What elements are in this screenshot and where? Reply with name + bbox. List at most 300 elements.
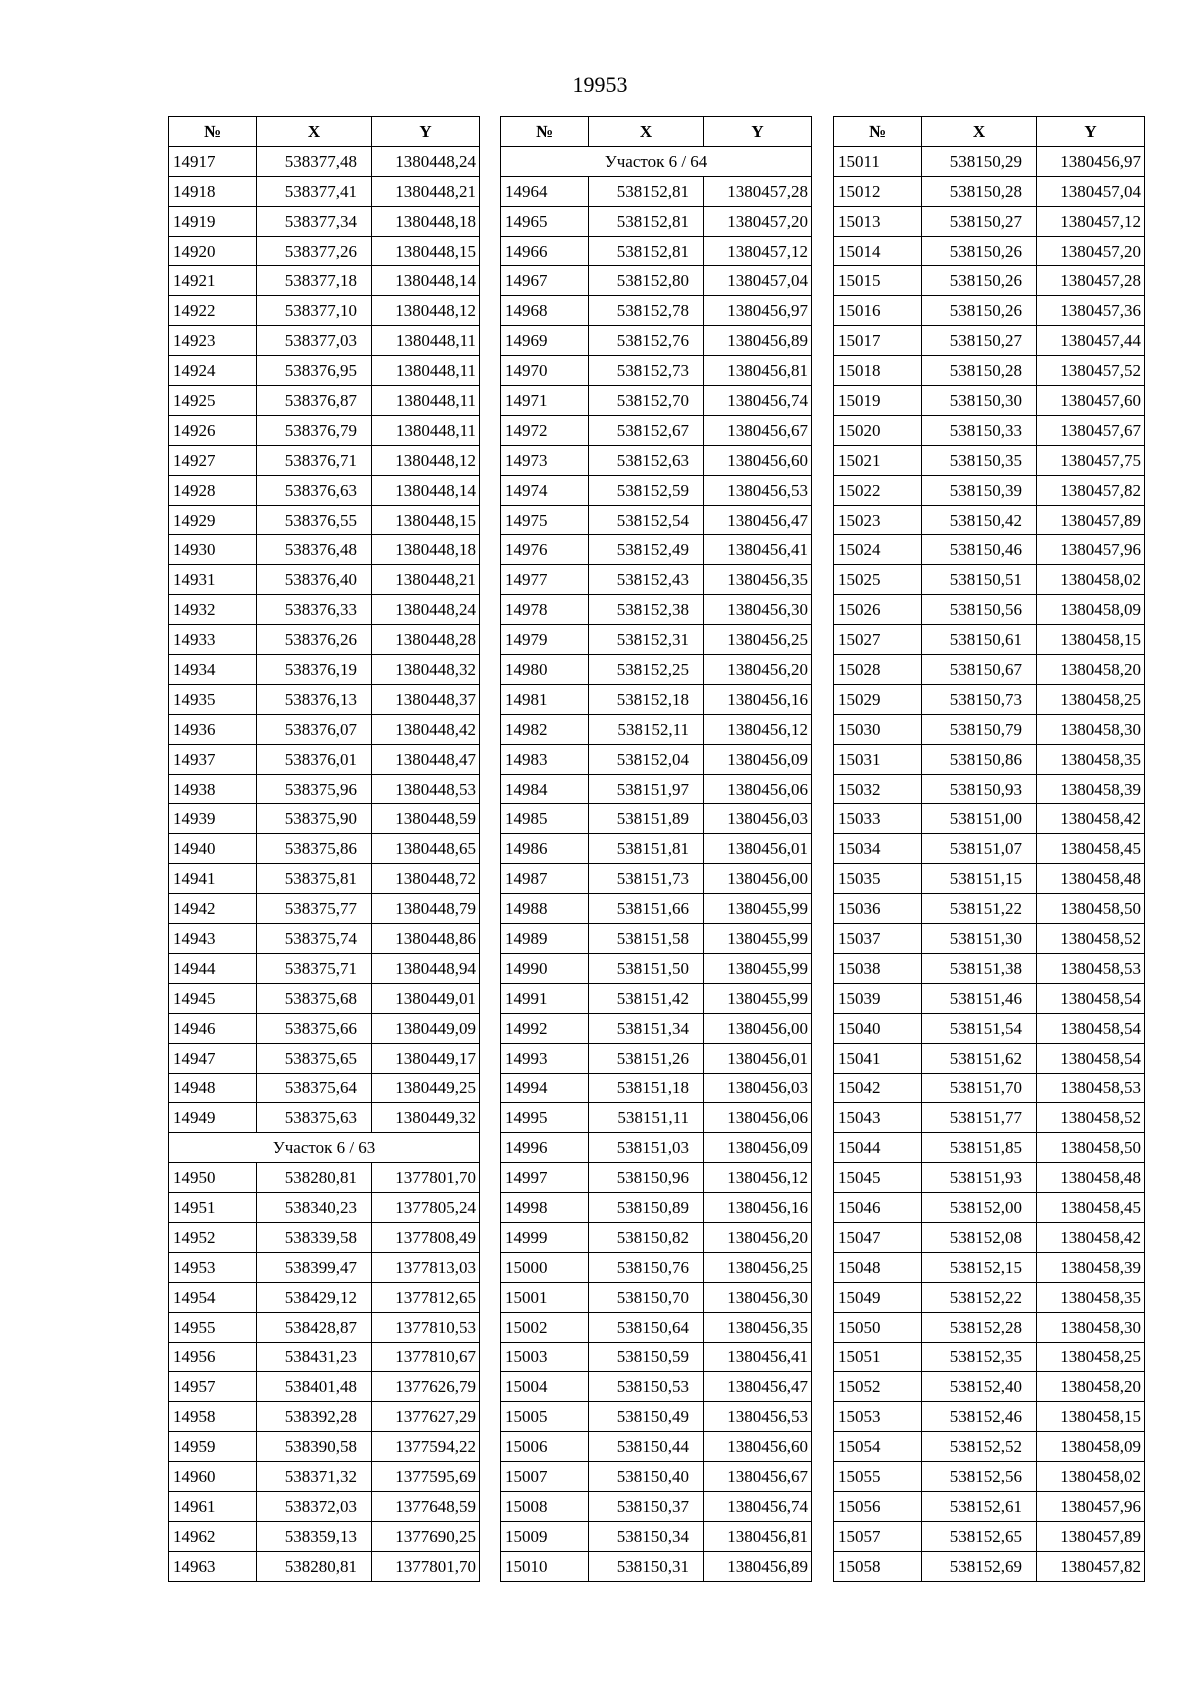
point-number: 15042 <box>834 1073 922 1103</box>
y-coordinate: 1380456,97 <box>704 296 812 326</box>
table-row <box>834 684 1145 714</box>
point-number: 14938 <box>169 774 257 804</box>
y-coordinate: 1380456,20 <box>704 1222 812 1252</box>
point-number: 15015 <box>834 266 922 296</box>
x-coordinate: 538150,96 <box>589 1163 704 1193</box>
x-coordinate: 538376,55 <box>257 505 372 535</box>
y-coordinate: 1380457,82 <box>1037 1551 1145 1581</box>
point-number: 15038 <box>834 953 922 983</box>
y-coordinate: 1380455,99 <box>704 953 812 983</box>
y-coordinate: 1380458,50 <box>1037 894 1145 924</box>
x-coordinate: 538150,79 <box>922 714 1037 744</box>
y-coordinate: 1380455,99 <box>704 924 812 954</box>
table-row <box>169 864 480 894</box>
y-coordinate: 1380455,99 <box>704 894 812 924</box>
table-row <box>501 1491 812 1521</box>
x-coordinate: 538375,64 <box>257 1073 372 1103</box>
table-row <box>501 176 812 206</box>
x-coordinate: 538151,34 <box>589 1013 704 1043</box>
x-coordinate: 538377,18 <box>257 266 372 296</box>
point-number: 14933 <box>169 625 257 655</box>
x-coordinate: 538150,40 <box>589 1462 704 1492</box>
point-number: 14969 <box>501 326 589 356</box>
point-number: 15022 <box>834 475 922 505</box>
x-coordinate: 538152,54 <box>589 505 704 535</box>
point-number: 15014 <box>834 236 922 266</box>
x-coordinate: 538150,64 <box>589 1312 704 1342</box>
x-coordinate: 538152,31 <box>589 625 704 655</box>
y-coordinate: 1380456,74 <box>704 1491 812 1521</box>
y-coordinate: 1380456,30 <box>704 595 812 625</box>
y-coordinate: 1380458,42 <box>1037 1222 1145 1252</box>
table-row <box>501 953 812 983</box>
x-coordinate: 538151,93 <box>922 1163 1037 1193</box>
x-coordinate: 538152,11 <box>589 714 704 744</box>
x-coordinate: 538376,33 <box>257 595 372 625</box>
y-coordinate: 1380457,12 <box>1037 206 1145 236</box>
point-number: 15036 <box>834 894 922 924</box>
y-coordinate: 1380448,24 <box>372 595 480 625</box>
point-number: 14990 <box>501 953 589 983</box>
point-number: 14980 <box>501 655 589 685</box>
x-coordinate: 538152,00 <box>922 1193 1037 1223</box>
y-coordinate: 1377812,65 <box>372 1282 480 1312</box>
point-number: 15010 <box>501 1551 589 1581</box>
point-number: 14985 <box>501 804 589 834</box>
table-row <box>501 684 812 714</box>
y-coordinate: 1380458,53 <box>1037 953 1145 983</box>
table-row <box>169 953 480 983</box>
table-row <box>169 983 480 1013</box>
point-number: 14992 <box>501 1013 589 1043</box>
table-row <box>834 415 1145 445</box>
y-coordinate: 1380456,74 <box>704 386 812 416</box>
point-number: 14957 <box>169 1372 257 1402</box>
point-number: 15011 <box>834 146 922 176</box>
x-coordinate: 538151,18 <box>589 1073 704 1103</box>
x-coordinate: 538376,95 <box>257 356 372 386</box>
y-coordinate: 1380456,00 <box>704 864 812 894</box>
x-coordinate: 538152,56 <box>922 1462 1037 1492</box>
x-coordinate: 538375,66 <box>257 1013 372 1043</box>
point-number: 15035 <box>834 864 922 894</box>
point-number: 15045 <box>834 1163 922 1193</box>
table-row <box>169 266 480 296</box>
x-coordinate: 538150,42 <box>922 505 1037 535</box>
x-coordinate: 538340,23 <box>257 1193 372 1223</box>
point-number: 14984 <box>501 774 589 804</box>
table-row <box>834 774 1145 804</box>
point-number: 14941 <box>169 864 257 894</box>
point-number: 14926 <box>169 415 257 445</box>
y-coordinate: 1380456,35 <box>704 565 812 595</box>
x-coordinate: 538152,65 <box>922 1521 1037 1551</box>
point-number: 14959 <box>169 1432 257 1462</box>
y-coordinate: 1377801,70 <box>372 1551 480 1581</box>
x-coordinate: 538151,77 <box>922 1103 1037 1133</box>
table-row <box>834 1133 1145 1163</box>
x-coordinate: 538152,78 <box>589 296 704 326</box>
x-coordinate: 538377,26 <box>257 236 372 266</box>
y-coordinate: 1380448,86 <box>372 924 480 954</box>
table-row <box>501 1073 812 1103</box>
x-coordinate: 538150,37 <box>589 1491 704 1521</box>
y-coordinate: 1380448,72 <box>372 864 480 894</box>
table-row <box>501 206 812 236</box>
x-coordinate: 538376,13 <box>257 684 372 714</box>
point-number: 14987 <box>501 864 589 894</box>
y-coordinate: 1380457,28 <box>704 176 812 206</box>
point-number: 14953 <box>169 1252 257 1282</box>
y-coordinate: 1380458,52 <box>1037 924 1145 954</box>
coordinates-table-2 <box>500 116 812 1582</box>
table-row <box>169 326 480 356</box>
y-coordinate: 1380456,41 <box>704 535 812 565</box>
point-number: 15007 <box>501 1462 589 1492</box>
table-row <box>169 445 480 475</box>
point-number: 15031 <box>834 744 922 774</box>
y-coordinate: 1380457,89 <box>1037 1521 1145 1551</box>
table-row <box>169 1402 480 1432</box>
table-row <box>169 1013 480 1043</box>
y-coordinate: 1380448,18 <box>372 535 480 565</box>
y-coordinate: 1380458,25 <box>1037 1342 1145 1372</box>
y-coordinate: 1380457,60 <box>1037 386 1145 416</box>
point-number: 14929 <box>169 505 257 535</box>
point-number: 14975 <box>501 505 589 535</box>
y-coordinate: 1380456,00 <box>704 1013 812 1043</box>
x-coordinate: 538152,15 <box>922 1252 1037 1282</box>
point-number: 14966 <box>501 236 589 266</box>
x-coordinate: 538150,76 <box>589 1252 704 1282</box>
table-row <box>834 1342 1145 1372</box>
x-coordinate: 538150,30 <box>922 386 1037 416</box>
table-row <box>834 1103 1145 1133</box>
y-coordinate: 1380458,02 <box>1037 1462 1145 1492</box>
x-coordinate: 538150,27 <box>922 206 1037 236</box>
y-coordinate: 1380458,54 <box>1037 983 1145 1013</box>
table-row <box>501 1252 812 1282</box>
x-coordinate: 538375,86 <box>257 834 372 864</box>
y-coordinate: 1380456,06 <box>704 1103 812 1133</box>
table-row <box>834 1073 1145 1103</box>
y-coordinate: 1377627,29 <box>372 1402 480 1432</box>
x-coordinate: 538151,15 <box>922 864 1037 894</box>
x-coordinate: 538375,71 <box>257 953 372 983</box>
x-coordinate: 538150,31 <box>589 1551 704 1581</box>
y-coordinate: 1380458,09 <box>1037 1432 1145 1462</box>
y-coordinate: 1380449,09 <box>372 1013 480 1043</box>
point-number: 14961 <box>169 1491 257 1521</box>
point-number: 14965 <box>501 206 589 236</box>
table-row <box>169 1252 480 1282</box>
point-number: 15058 <box>834 1551 922 1581</box>
table-row <box>834 475 1145 505</box>
point-number: 14997 <box>501 1163 589 1193</box>
point-number: 15052 <box>834 1372 922 1402</box>
table-row <box>834 1551 1145 1581</box>
x-coordinate: 538375,65 <box>257 1043 372 1073</box>
y-coordinate: 1380448,42 <box>372 714 480 744</box>
x-coordinate: 538150,35 <box>922 445 1037 475</box>
y-coordinate: 1380458,09 <box>1037 595 1145 625</box>
table-row <box>169 924 480 954</box>
table-row <box>834 1043 1145 1073</box>
table-row <box>501 1312 812 1342</box>
table-row <box>501 236 812 266</box>
table-row <box>169 535 480 565</box>
table-row <box>834 1193 1145 1223</box>
point-number: 15027 <box>834 625 922 655</box>
table-row <box>501 266 812 296</box>
point-number: 14970 <box>501 356 589 386</box>
x-coordinate: 538150,44 <box>589 1432 704 1462</box>
table-row <box>169 1432 480 1462</box>
x-coordinate: 538377,48 <box>257 146 372 176</box>
point-number: 15034 <box>834 834 922 864</box>
y-coordinate: 1380458,45 <box>1037 834 1145 864</box>
point-number: 14993 <box>501 1043 589 1073</box>
point-number: 14930 <box>169 535 257 565</box>
y-coordinate: 1380448,15 <box>372 236 480 266</box>
x-coordinate: 538150,86 <box>922 744 1037 774</box>
table-row <box>834 924 1145 954</box>
point-number: 14968 <box>501 296 589 326</box>
y-coordinate: 1380456,12 <box>704 1163 812 1193</box>
x-coordinate: 538150,29 <box>922 146 1037 176</box>
section-title: Участок 6 / 64 <box>501 146 812 176</box>
point-number: 14923 <box>169 326 257 356</box>
y-coordinate: 1380458,39 <box>1037 1252 1145 1282</box>
y-coordinate: 1380458,42 <box>1037 804 1145 834</box>
y-coordinate: 1380457,75 <box>1037 445 1145 475</box>
y-coordinate: 1377810,53 <box>372 1312 480 1342</box>
y-coordinate: 1380456,89 <box>704 1551 812 1581</box>
table-row <box>834 326 1145 356</box>
table-row <box>501 1342 812 1372</box>
y-coordinate: 1380456,30 <box>704 1282 812 1312</box>
point-number: 14951 <box>169 1193 257 1223</box>
x-coordinate: 538150,61 <box>922 625 1037 655</box>
y-coordinate: 1377595,69 <box>372 1462 480 1492</box>
point-number: 14974 <box>501 475 589 505</box>
y-coordinate: 1380456,06 <box>704 774 812 804</box>
point-number: 14936 <box>169 714 257 744</box>
point-number: 15009 <box>501 1521 589 1551</box>
x-coordinate: 538150,26 <box>922 296 1037 326</box>
point-number: 15026 <box>834 595 922 625</box>
y-coordinate: 1380449,25 <box>372 1073 480 1103</box>
x-coordinate: 538375,63 <box>257 1103 372 1133</box>
x-coordinate: 538150,49 <box>589 1402 704 1432</box>
x-coordinate: 538152,22 <box>922 1282 1037 1312</box>
point-number: 14986 <box>501 834 589 864</box>
table-row <box>501 356 812 386</box>
point-number: 14937 <box>169 744 257 774</box>
point-number: 15012 <box>834 176 922 206</box>
table-row <box>169 1163 480 1193</box>
y-coordinate: 1380456,20 <box>704 655 812 685</box>
y-coordinate: 1380458,54 <box>1037 1043 1145 1073</box>
y-coordinate: 1377808,49 <box>372 1222 480 1252</box>
y-coordinate: 1380456,09 <box>704 744 812 774</box>
x-coordinate: 538377,10 <box>257 296 372 326</box>
y-coordinate: 1377805,24 <box>372 1193 480 1223</box>
point-number: 14983 <box>501 744 589 774</box>
y-coordinate: 1380449,01 <box>372 983 480 1013</box>
y-coordinate: 1380458,50 <box>1037 1133 1145 1163</box>
x-coordinate: 538151,97 <box>589 774 704 804</box>
point-number: 14976 <box>501 535 589 565</box>
table-row <box>169 684 480 714</box>
table-row <box>501 1551 812 1581</box>
x-coordinate: 538399,47 <box>257 1252 372 1282</box>
point-number: 14963 <box>169 1551 257 1581</box>
point-number: 14998 <box>501 1193 589 1223</box>
y-coordinate: 1377810,67 <box>372 1342 480 1372</box>
x-coordinate: 538152,81 <box>589 236 704 266</box>
point-number: 14918 <box>169 176 257 206</box>
y-coordinate: 1380458,30 <box>1037 1312 1145 1342</box>
table-row <box>169 774 480 804</box>
table-row <box>169 1103 480 1133</box>
x-coordinate: 538150,59 <box>589 1342 704 1372</box>
table-row <box>501 595 812 625</box>
x-coordinate: 538151,46 <box>922 983 1037 1013</box>
table-row <box>169 1282 480 1312</box>
x-coordinate: 538150,28 <box>922 356 1037 386</box>
table-row <box>169 1372 480 1402</box>
x-coordinate: 538150,82 <box>589 1222 704 1252</box>
table-row <box>501 1222 812 1252</box>
table-row <box>834 356 1145 386</box>
page-number: 19953 <box>572 72 628 97</box>
table-row <box>834 146 1145 176</box>
table-row <box>834 1163 1145 1193</box>
table-row <box>834 535 1145 565</box>
x-coordinate: 538151,22 <box>922 894 1037 924</box>
point-number: 15043 <box>834 1103 922 1133</box>
y-coordinate: 1380457,20 <box>704 206 812 236</box>
x-coordinate: 538375,68 <box>257 983 372 1013</box>
x-coordinate: 538375,90 <box>257 804 372 834</box>
table-row <box>501 1521 812 1551</box>
y-coordinate: 1377801,70 <box>372 1163 480 1193</box>
table-row <box>169 595 480 625</box>
y-coordinate: 1380458,54 <box>1037 1013 1145 1043</box>
table-row <box>834 864 1145 894</box>
x-coordinate: 538151,85 <box>922 1133 1037 1163</box>
point-number: 15050 <box>834 1312 922 1342</box>
y-coordinate: 1380448,37 <box>372 684 480 714</box>
point-number: 14924 <box>169 356 257 386</box>
point-number: 15053 <box>834 1402 922 1432</box>
table-row <box>501 774 812 804</box>
x-coordinate: 538150,53 <box>589 1372 704 1402</box>
coordinates-table-3 <box>833 116 1145 1582</box>
y-coordinate: 1380457,67 <box>1037 415 1145 445</box>
x-coordinate: 538151,73 <box>589 864 704 894</box>
point-number: 14931 <box>169 565 257 595</box>
table-row <box>834 894 1145 924</box>
y-coordinate: 1380449,17 <box>372 1043 480 1073</box>
y-coordinate: 1380456,03 <box>704 1073 812 1103</box>
x-coordinate: 538150,39 <box>922 475 1037 505</box>
table-row <box>169 804 480 834</box>
x-coordinate: 538152,43 <box>589 565 704 595</box>
point-number: 15016 <box>834 296 922 326</box>
point-number: 14944 <box>169 953 257 983</box>
table-row <box>501 983 812 1013</box>
point-number: 15006 <box>501 1432 589 1462</box>
x-coordinate: 538390,58 <box>257 1432 372 1462</box>
table-row <box>501 445 812 475</box>
y-coordinate: 1380458,30 <box>1037 714 1145 744</box>
point-number: 15033 <box>834 804 922 834</box>
table-row <box>834 1312 1145 1342</box>
point-number: 15056 <box>834 1491 922 1521</box>
table-row <box>834 1013 1145 1043</box>
x-coordinate: 538152,38 <box>589 595 704 625</box>
x-coordinate: 538150,26 <box>922 266 1037 296</box>
point-number: 15047 <box>834 1222 922 1252</box>
x-coordinate: 538152,35 <box>922 1342 1037 1372</box>
point-number: 15051 <box>834 1342 922 1372</box>
x-coordinate: 538376,07 <box>257 714 372 744</box>
y-coordinate: 1380456,01 <box>704 1043 812 1073</box>
x-coordinate: 538152,76 <box>589 326 704 356</box>
x-coordinate: 538151,81 <box>589 834 704 864</box>
header-y: Y <box>372 117 480 147</box>
point-number: 14971 <box>501 386 589 416</box>
x-coordinate: 538150,33 <box>922 415 1037 445</box>
point-number: 14950 <box>169 1163 257 1193</box>
point-number: 15057 <box>834 1521 922 1551</box>
x-coordinate: 538376,26 <box>257 625 372 655</box>
point-number: 14960 <box>169 1462 257 1492</box>
y-coordinate: 1380457,36 <box>1037 296 1145 326</box>
x-coordinate: 538152,63 <box>589 445 704 475</box>
y-coordinate: 1380448,21 <box>372 176 480 206</box>
point-number: 15029 <box>834 684 922 714</box>
y-coordinate: 1380448,11 <box>372 356 480 386</box>
y-coordinate: 1380456,16 <box>704 1193 812 1223</box>
header-y: Y <box>1037 117 1145 147</box>
x-coordinate: 538152,61 <box>922 1491 1037 1521</box>
x-coordinate: 538376,71 <box>257 445 372 475</box>
y-coordinate: 1377690,25 <box>372 1521 480 1551</box>
x-coordinate: 538152,25 <box>589 655 704 685</box>
table-header-row <box>169 117 480 147</box>
point-number: 15039 <box>834 983 922 1013</box>
point-number: 14948 <box>169 1073 257 1103</box>
table-row <box>501 744 812 774</box>
point-number: 15041 <box>834 1043 922 1073</box>
y-coordinate: 1380448,14 <box>372 475 480 505</box>
x-coordinate: 538429,12 <box>257 1282 372 1312</box>
table-row <box>169 1222 480 1252</box>
table-row <box>834 1282 1145 1312</box>
x-coordinate: 538375,77 <box>257 894 372 924</box>
x-coordinate: 538376,40 <box>257 565 372 595</box>
table-row <box>169 1342 480 1372</box>
point-number: 15004 <box>501 1372 589 1402</box>
x-coordinate: 538152,46 <box>922 1402 1037 1432</box>
point-number: 14962 <box>169 1521 257 1551</box>
table-row <box>169 565 480 595</box>
table-row <box>501 1372 812 1402</box>
table-row <box>169 475 480 505</box>
